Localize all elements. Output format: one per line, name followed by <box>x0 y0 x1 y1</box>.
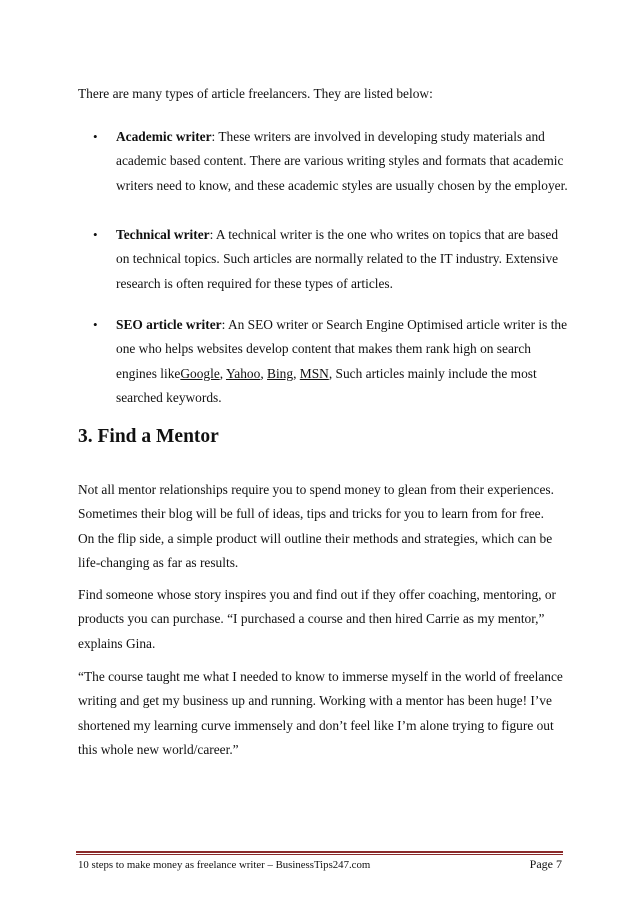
link-msn[interactable]: MSN <box>299 365 329 381</box>
section-heading: 3. Find a Mentor <box>78 426 219 447</box>
link-separator: , <box>293 365 300 381</box>
bullet-icon: • <box>93 227 98 242</box>
page-number: Page 7 <box>529 857 562 871</box>
description-seo-article-writer-end: , Such articles mainly include the most searched keywords. <box>116 365 537 405</box>
term-technical-writer: Technical writer <box>116 227 210 242</box>
link-google[interactable]: Google <box>180 365 220 381</box>
footer-divider-thin <box>76 854 563 855</box>
term-academic-writer: Academic writer <box>116 129 212 144</box>
intro-paragraph: There are many types of article freelancers. They are listed below: <box>78 86 433 101</box>
link-bing[interactable]: Bing <box>267 365 294 381</box>
link-separator: , <box>260 365 268 381</box>
description-seo-article-writer: : An SEO writer or Search Engine Optimised article writer is the one who helps websites develop content that makes them rank high on search engines like <box>116 317 568 381</box>
footer-title: 10 steps to make money as freelance writer – BusinessTips247.com <box>78 859 371 871</box>
list-item-technical-writer <box>78 223 568 309</box>
link-separator: , <box>219 365 226 381</box>
list-item-seo-article-writer <box>78 313 568 410</box>
body-paragraph: Not all mentor relationships require you to spend money to glean from their experiences. Sometimes their blog will be full of ideas, tips and tricks for you to learn from for free. On the flip side, a simple product will outline their methods and strategies, which can be life-changing as far as results. <box>78 482 554 570</box>
bullet-icon: • <box>93 129 98 144</box>
footer-divider <box>76 851 563 853</box>
body-paragraph: Find someone whose story inspires you and find out if they offer coaching, mentoring, or products you can purchase. “I purchased a course and then hired Carrie as my mentor,” explains Gina. <box>78 587 557 651</box>
freelancer-types-list <box>78 125 568 410</box>
description-academic-writer: : These writers are involved in developing study materials and academic based content. There are various writing styles and formats that academic writers need to know, and these academic styles are usually chosen by the employer. <box>116 129 568 193</box>
quote-paragraph: “The course taught me what I needed to know to immerse myself in the world of freelance writing and get my business up and running. Working with a mentor has been huge! I’ve shortened my learning curve immensely and don’t feel like I’m alone trying to figure out this whole new world/career.” <box>78 669 563 757</box>
list-item-academic-writer <box>78 125 568 223</box>
description-technical-writer: : A technical writer is the one who writes on topics that are based on technical topics. Such articles are normally related to the IT industry. Extensive research is often required for these types of articles. <box>116 227 559 291</box>
term-seo-article-writer: SEO article writer <box>116 317 222 332</box>
link-yahoo[interactable]: Yahoo <box>225 365 261 381</box>
bullet-icon: • <box>93 317 98 332</box>
